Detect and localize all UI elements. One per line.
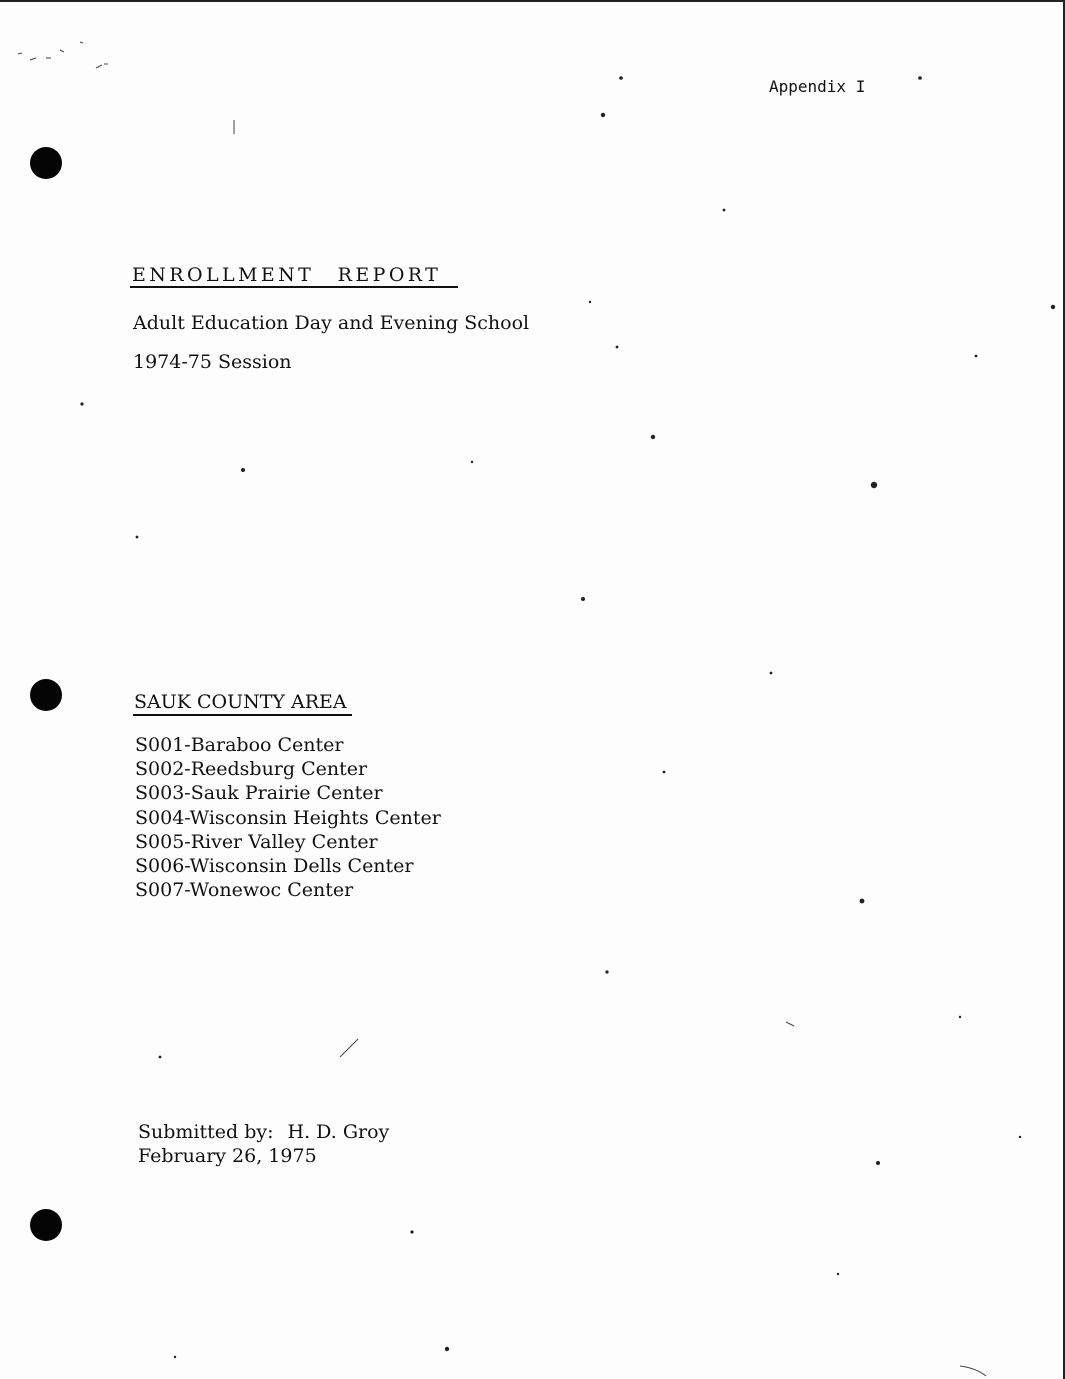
punch-hole-top xyxy=(30,147,62,179)
report-session: 1974-75 Session xyxy=(133,351,292,373)
center-item: S001-Baraboo Center xyxy=(135,734,344,756)
area-heading-underline xyxy=(133,714,352,716)
submitted-by-line xyxy=(138,1121,389,1143)
punch-hole-bottom xyxy=(30,1209,62,1241)
report-subtitle: Adult Education Day and Evening School xyxy=(133,312,530,334)
center-item: S003-Sauk Prairie Center xyxy=(135,782,383,805)
center-list xyxy=(135,733,441,902)
report-title: ENROLLMENT REPORT xyxy=(132,264,442,286)
title-underline xyxy=(130,286,458,288)
appendix-label: Appendix I xyxy=(769,77,866,96)
punch-hole-middle xyxy=(30,679,62,711)
center-item: S005-River Valley Center xyxy=(135,830,378,853)
center-item: S004-Wisconsin Heights Center xyxy=(135,806,441,829)
center-item: S006-Wisconsin Dells Center xyxy=(135,854,414,877)
submitter-name: H. D. Groy xyxy=(287,1121,390,1143)
center-item: S002-Reedsburg Center xyxy=(135,758,368,781)
submitted-by-label: Submitted by: xyxy=(138,1121,274,1143)
area-heading: SAUK COUNTY AREA xyxy=(134,691,347,713)
submission-date: February 26, 1975 xyxy=(138,1145,317,1167)
center-item: S007-Wonewoc Center xyxy=(135,879,354,902)
